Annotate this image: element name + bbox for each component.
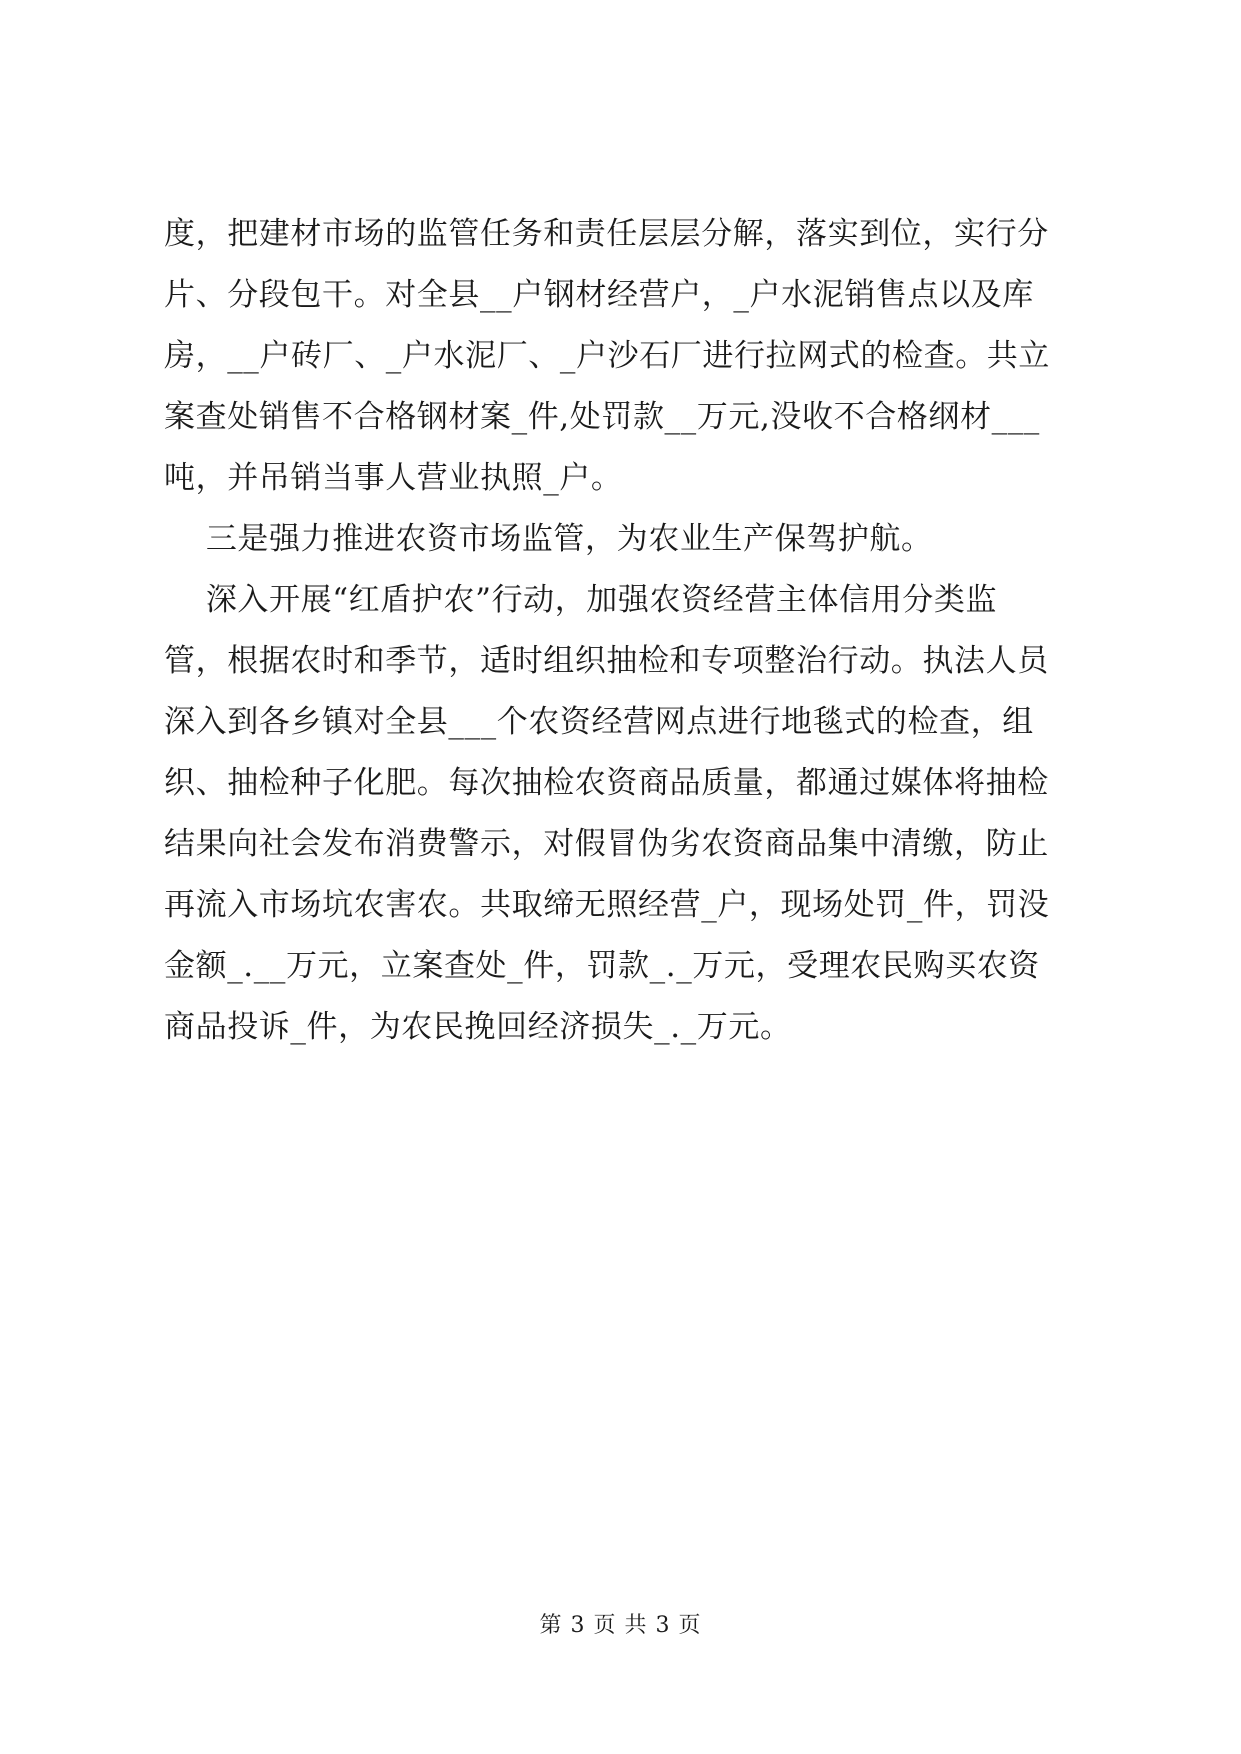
paragraph-red-shield-action (164, 570, 1084, 1058)
text-line: 三是强力推进农资市场监管，为农业生产保驾护航。 (164, 521, 933, 557)
text-line: 吨，并吊销当事人营业执照_户。 (164, 460, 623, 496)
text-line: 度，把建材市场的监管任务和责任层层分解，落实到位，实行分 (164, 216, 1049, 252)
text-line: 管，根据农时和季节，适时组织抽检和专项整治行动。执法人员 (164, 643, 1049, 679)
text-line: 结果向社会发布消费警示，对假冒伪劣农资商品集中清缴，防止 (164, 826, 1049, 862)
text-line: 深入到各乡镇对全县___个农资经营网点进行地毯式的检查，组 (164, 704, 1034, 740)
text-line: 金额_.__万元，立案查处_件，罚款_._万元，受理农民购买农资 (164, 948, 1040, 984)
text-line: 案查处销售不合格钢材案_件,处罚款__万元,没收不合格纲材___ (164, 399, 1040, 435)
text-line: 织、抽检种子化肥。每次抽检农资商品质量，都通过媒体将抽检 (164, 765, 1049, 801)
paragraph-building-materials (164, 204, 1084, 509)
document-body (164, 204, 1084, 1058)
text-line: 房，__户砖厂、_户水泥厂、_户沙石厂进行拉网式的检查。共立 (164, 338, 1050, 374)
text-line: 商品投诉_件，为农民挽回经济损失_._万元。 (164, 1009, 792, 1045)
text-line: 片、分段包干。对全县__户钢材经营户，_户水泥销售点以及库 (164, 277, 1034, 313)
page-number-footer: 第 3 页 共 3 页 (539, 1613, 702, 1638)
paragraph-heading-agri-supplies (164, 509, 1084, 570)
text-line: 再流入市场坑农害农。共取缔无照经营_户，现场处罚_件，罚没 (164, 887, 1050, 923)
text-line: 深入开展“红盾护农”行动，加强农资经营主体信用分类监 (164, 582, 998, 618)
